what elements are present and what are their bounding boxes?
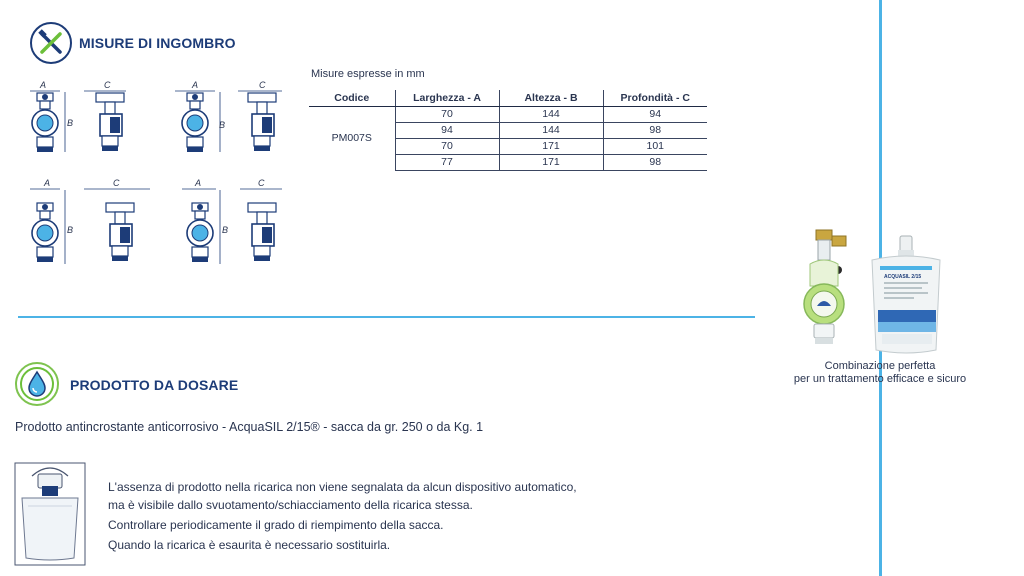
measure-section-icon (30, 22, 72, 64)
label-c-3: C (113, 178, 120, 188)
product-description: Prodotto antincrostante anticorrosivo - AcquaSIL 2/15® - sacca da gr. 250 o da Kg. 1 (15, 420, 484, 434)
pouch-brand-label: ACQUASIL 2/15 (884, 274, 922, 280)
refill-pouch (872, 236, 940, 353)
table-cell: 70 (395, 106, 499, 122)
table-cell: 94 (603, 106, 707, 122)
note-line-3: Controllare periodicamente il grado di riempimento della sacca. (108, 518, 444, 532)
drawing-group-1 (30, 91, 126, 152)
label-a-1: A (40, 80, 47, 90)
label-b-1: B (67, 118, 74, 128)
code-cell: PM007S (331, 132, 372, 145)
table-cell: 101 (603, 138, 707, 154)
doser-unit (804, 230, 846, 344)
label-c-4: C (258, 178, 265, 188)
dimension-drawings (20, 78, 310, 278)
header-height: Altezza - B (499, 90, 603, 106)
water-drop-icon (19, 366, 55, 402)
horizontal-divider (18, 316, 755, 318)
table-cell: 144 (499, 106, 603, 122)
table-cell: 171 (499, 138, 603, 154)
pouch-illustration (14, 462, 86, 566)
label-c-1: C (104, 80, 111, 90)
drawing-group-2 (175, 91, 282, 152)
dimensions-table (309, 90, 707, 171)
product-section-title: PRODOTTO DA DOSARE (70, 377, 239, 393)
label-b-3: B (67, 225, 74, 235)
caption-line-1: Combinazione perfetta (824, 360, 936, 372)
product-photo (802, 226, 942, 356)
label-b-2: B (219, 120, 226, 130)
table-cell: 98 (603, 122, 707, 138)
label-a-2: A (192, 80, 199, 90)
table-cell: 98 (603, 154, 707, 170)
drawing-group-4 (182, 189, 282, 264)
label-a-3: A (44, 178, 51, 188)
product-caption (760, 360, 1000, 386)
caption-line-2: per un trattamento efficace e sicuro (793, 373, 967, 385)
table-cell: 94 (395, 122, 499, 138)
note-line-2: ma è visibile dallo svuotamento/schiacciamento della ricarica stessa. (108, 498, 473, 512)
drawing-group-3 (30, 189, 150, 264)
measure-section-title: MISURE DI INGOMBRO (79, 35, 236, 51)
table-cell: 144 (499, 122, 603, 138)
header-code: Codice (309, 90, 395, 106)
header-width: Larghezza - A (395, 90, 499, 106)
crossed-tools-icon (36, 28, 66, 58)
label-a-4: A (195, 178, 202, 188)
table-cell: 77 (395, 154, 499, 170)
note-line-4: Quando la ricarica è esaurita è necessario sostituirla. (108, 538, 391, 552)
product-section-icon (15, 362, 59, 406)
table-cell: 70 (395, 138, 499, 154)
table-cell: 171 (499, 154, 603, 170)
notes-block (108, 477, 577, 555)
header-depth: Profondità - C (603, 90, 707, 106)
units-note: Misure espresse in mm (311, 68, 425, 80)
table-row (309, 106, 707, 122)
label-c-2: C (259, 80, 266, 90)
note-line-1: L'assenza di prodotto nella ricarica non viene segnalata da alcun dispositivo automatico, (108, 480, 577, 494)
table-header-row (309, 90, 707, 106)
label-b-4: B (222, 225, 229, 235)
